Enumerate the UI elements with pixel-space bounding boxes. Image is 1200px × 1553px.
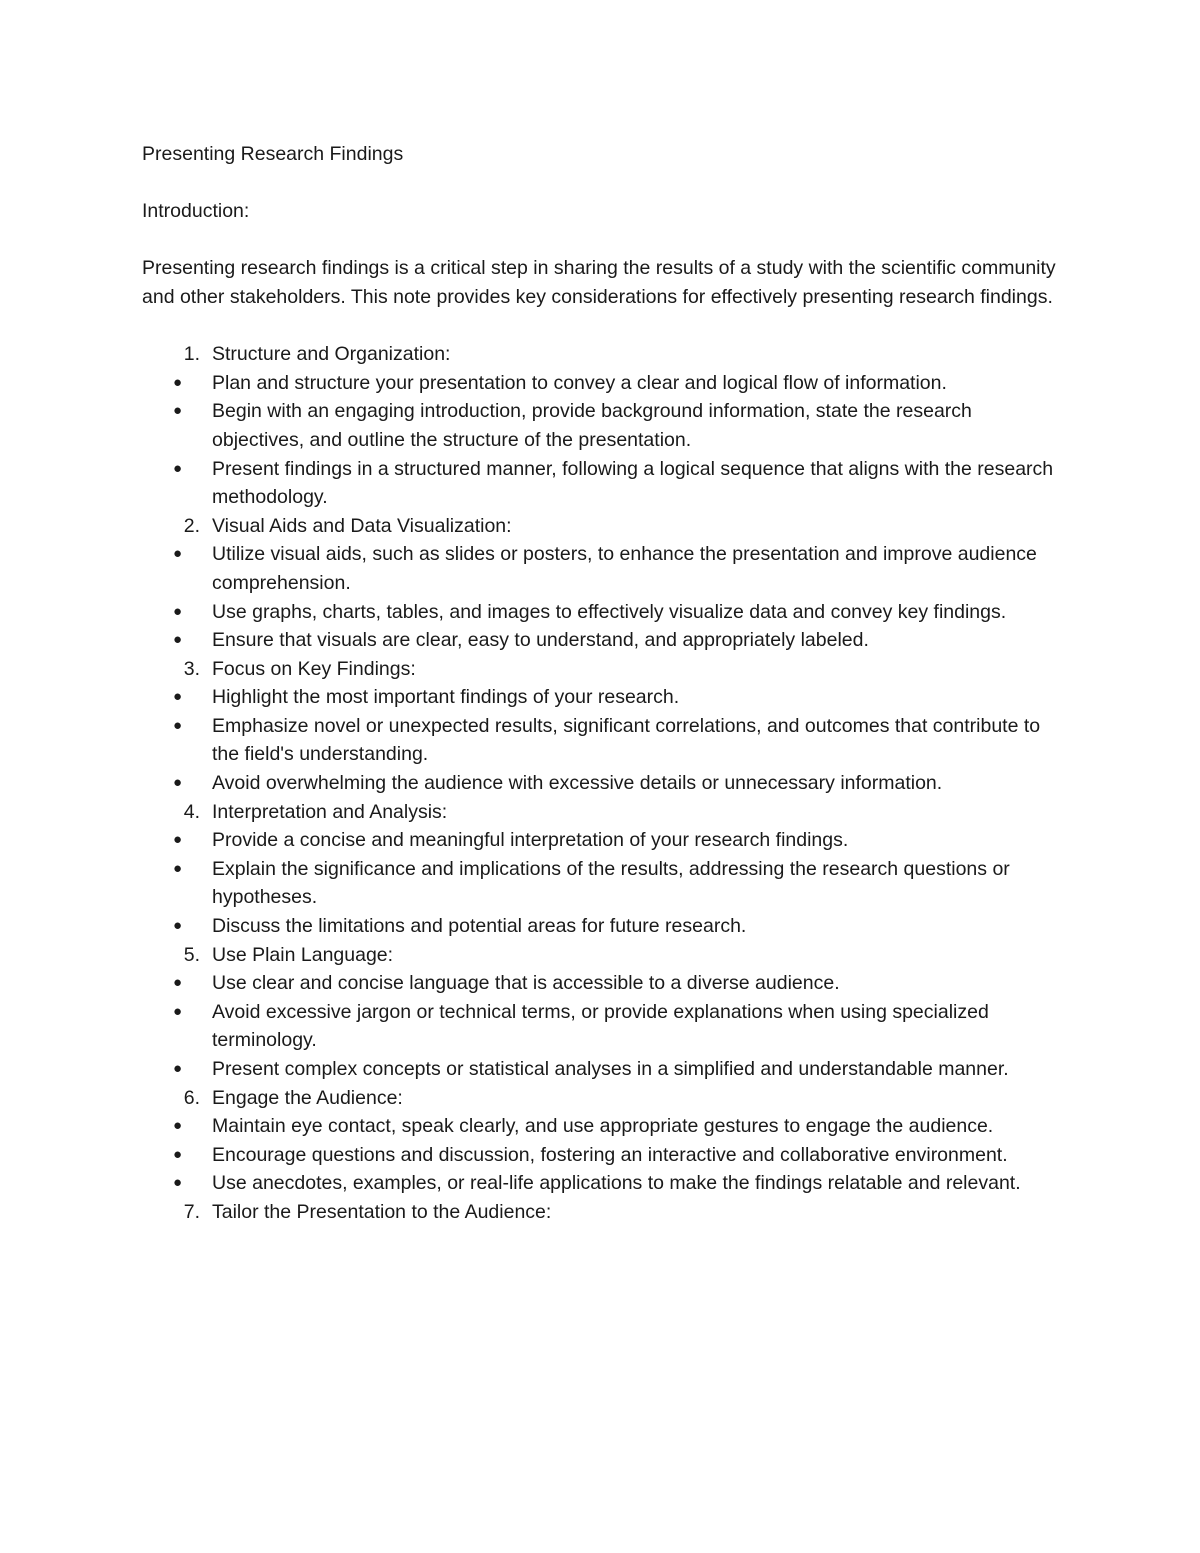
bullet-dot-icon: ●: [172, 402, 182, 420]
bullet-item: [142, 969, 1062, 998]
bullet-dot-icon: ●: [172, 688, 182, 706]
bullet-item: [142, 397, 1062, 454]
bullet-text: Emphasize novel or unexpected results, significant correlations, and outcomes that contribute to the field's understanding.: [212, 714, 1041, 766]
bullet-text: Ensure that visuals are clear, easy to understand, and appropriately labeled.: [212, 629, 869, 652]
bullet-item: [142, 998, 1062, 1055]
bullet-dot-icon: ●: [172, 917, 182, 935]
bullet-text: Avoid excessive jargon or technical terms, or provide explanations when using specialized terminology.: [212, 1000, 989, 1052]
bullet-item: [142, 683, 1062, 712]
bullet-text: Avoid overwhelming the audience with excessive details or unnecessary information.: [212, 772, 943, 795]
bullet-text: Begin with an engaging introduction, provide background information, state the research objectives, and outline the structure of the presentation.: [212, 400, 972, 451]
bullet-dot-icon: ●: [172, 831, 182, 849]
bullet-item: [142, 855, 1062, 912]
document-page: [142, 140, 1062, 1227]
section-number: 5.: [183, 943, 200, 966]
section-heading: Focus on Key Findings:: [212, 657, 416, 680]
bullet-item: [142, 455, 1062, 512]
bullet-item: [142, 712, 1062, 769]
bullet-dot-icon: ●: [172, 602, 182, 620]
section-heading: Interpretation and Analysis:: [212, 800, 448, 823]
bullet-item: [142, 1141, 1062, 1170]
document-title: Presenting Research Findings: [142, 143, 404, 165]
bullet-text: Use anecdotes, examples, or real-life applications to make the findings relatable and relevant.: [212, 1172, 1021, 1195]
section-heading: Tailor the Presentation to the Audience:: [212, 1200, 552, 1223]
section-heading-item: [142, 512, 1062, 541]
bullet-text: Discuss the limitations and potential areas for future research.: [212, 915, 747, 938]
section-heading-item: [142, 340, 1062, 369]
bullet-dot-icon: ●: [172, 974, 182, 992]
bullet-item: [142, 598, 1062, 627]
bullet-item: [142, 912, 1062, 941]
section-heading-item: [142, 655, 1062, 684]
bullet-text: Utilize visual aids, such as slides or posters, to enhance the presentation and improve audience comprehension.: [212, 543, 1037, 594]
bullet-dot-icon: ●: [172, 1002, 182, 1020]
section-number: 3.: [183, 657, 200, 680]
section-number: 4.: [183, 800, 200, 823]
section-heading: Engage the Audience:: [212, 1086, 403, 1109]
bullet-dot-icon: ●: [172, 1174, 182, 1192]
bullet-dot-icon: ●: [172, 545, 182, 563]
outline-list: [142, 340, 1062, 1226]
section-heading-item: [142, 1198, 1062, 1227]
section-number: 1.: [183, 343, 200, 366]
bullet-item: [142, 540, 1062, 597]
section-heading: Visual Aids and Data Visualization:: [212, 514, 512, 537]
bullet-text: Explain the significance and implications of the results, addressing the research questions or hypotheses.: [212, 857, 1010, 909]
section-heading: Use Plain Language:: [212, 943, 394, 966]
bullet-text: Plan and structure your presentation to convey a clear and logical flow of information.: [212, 371, 947, 394]
intro-paragraph: Presenting research findings is a critical step in sharing the results of a study with the scientific community and other stakeholders. This note provides key considerations for effectively presenting research findings.: [142, 257, 1056, 308]
bullet-dot-icon: ●: [172, 459, 182, 477]
bullet-text: Use graphs, charts, tables, and images to effectively visualize data and convey key findings.: [212, 600, 1007, 623]
bullet-dot-icon: ●: [172, 373, 182, 391]
bullet-dot-icon: ●: [172, 1117, 182, 1135]
section-number: 7.: [183, 1200, 200, 1223]
bullet-dot-icon: ●: [172, 1145, 182, 1163]
bullet-text: Use clear and concise language that is accessible to a diverse audience.: [212, 972, 840, 995]
bullet-item: [142, 1169, 1062, 1198]
bullet-item: [142, 1055, 1062, 1084]
bullet-text: Present findings in a structured manner, following a logical sequence that aligns with the research methodology.: [212, 457, 1054, 509]
bullet-text: Highlight the most important findings of your research.: [212, 686, 680, 709]
section-heading: Structure and Organization:: [212, 343, 451, 366]
bullet-item: [142, 1112, 1062, 1141]
section-heading-item: [142, 798, 1062, 827]
bullet-dot-icon: ●: [172, 1060, 182, 1077]
section-heading-item: [142, 941, 1062, 970]
bullet-dot-icon: ●: [172, 774, 182, 792]
bullet-text: Present complex concepts or statistical analyses in a simplified and understandable manner.: [212, 1058, 1009, 1080]
bullet-item: [142, 769, 1062, 798]
bullet-item: [142, 369, 1062, 398]
bullet-text: Provide a concise and meaningful interpretation of your research findings.: [212, 829, 849, 852]
bullet-text: Encourage questions and discussion, fostering an interactive and collaborative environment.: [212, 1143, 1008, 1166]
section-heading-item: [142, 1084, 1062, 1113]
bullet-dot-icon: ●: [172, 859, 182, 877]
bullet-text: Maintain eye contact, speak clearly, and use appropriate gestures to engage the audience.: [212, 1115, 994, 1138]
bullet-dot-icon: ●: [172, 716, 182, 734]
bullet-item: [142, 826, 1062, 855]
intro-heading: Introduction:: [142, 200, 250, 223]
section-number: 6.: [183, 1086, 200, 1109]
section-number: 2.: [183, 514, 200, 537]
bullet-item: [142, 626, 1062, 655]
bullet-dot-icon: ●: [172, 631, 182, 649]
